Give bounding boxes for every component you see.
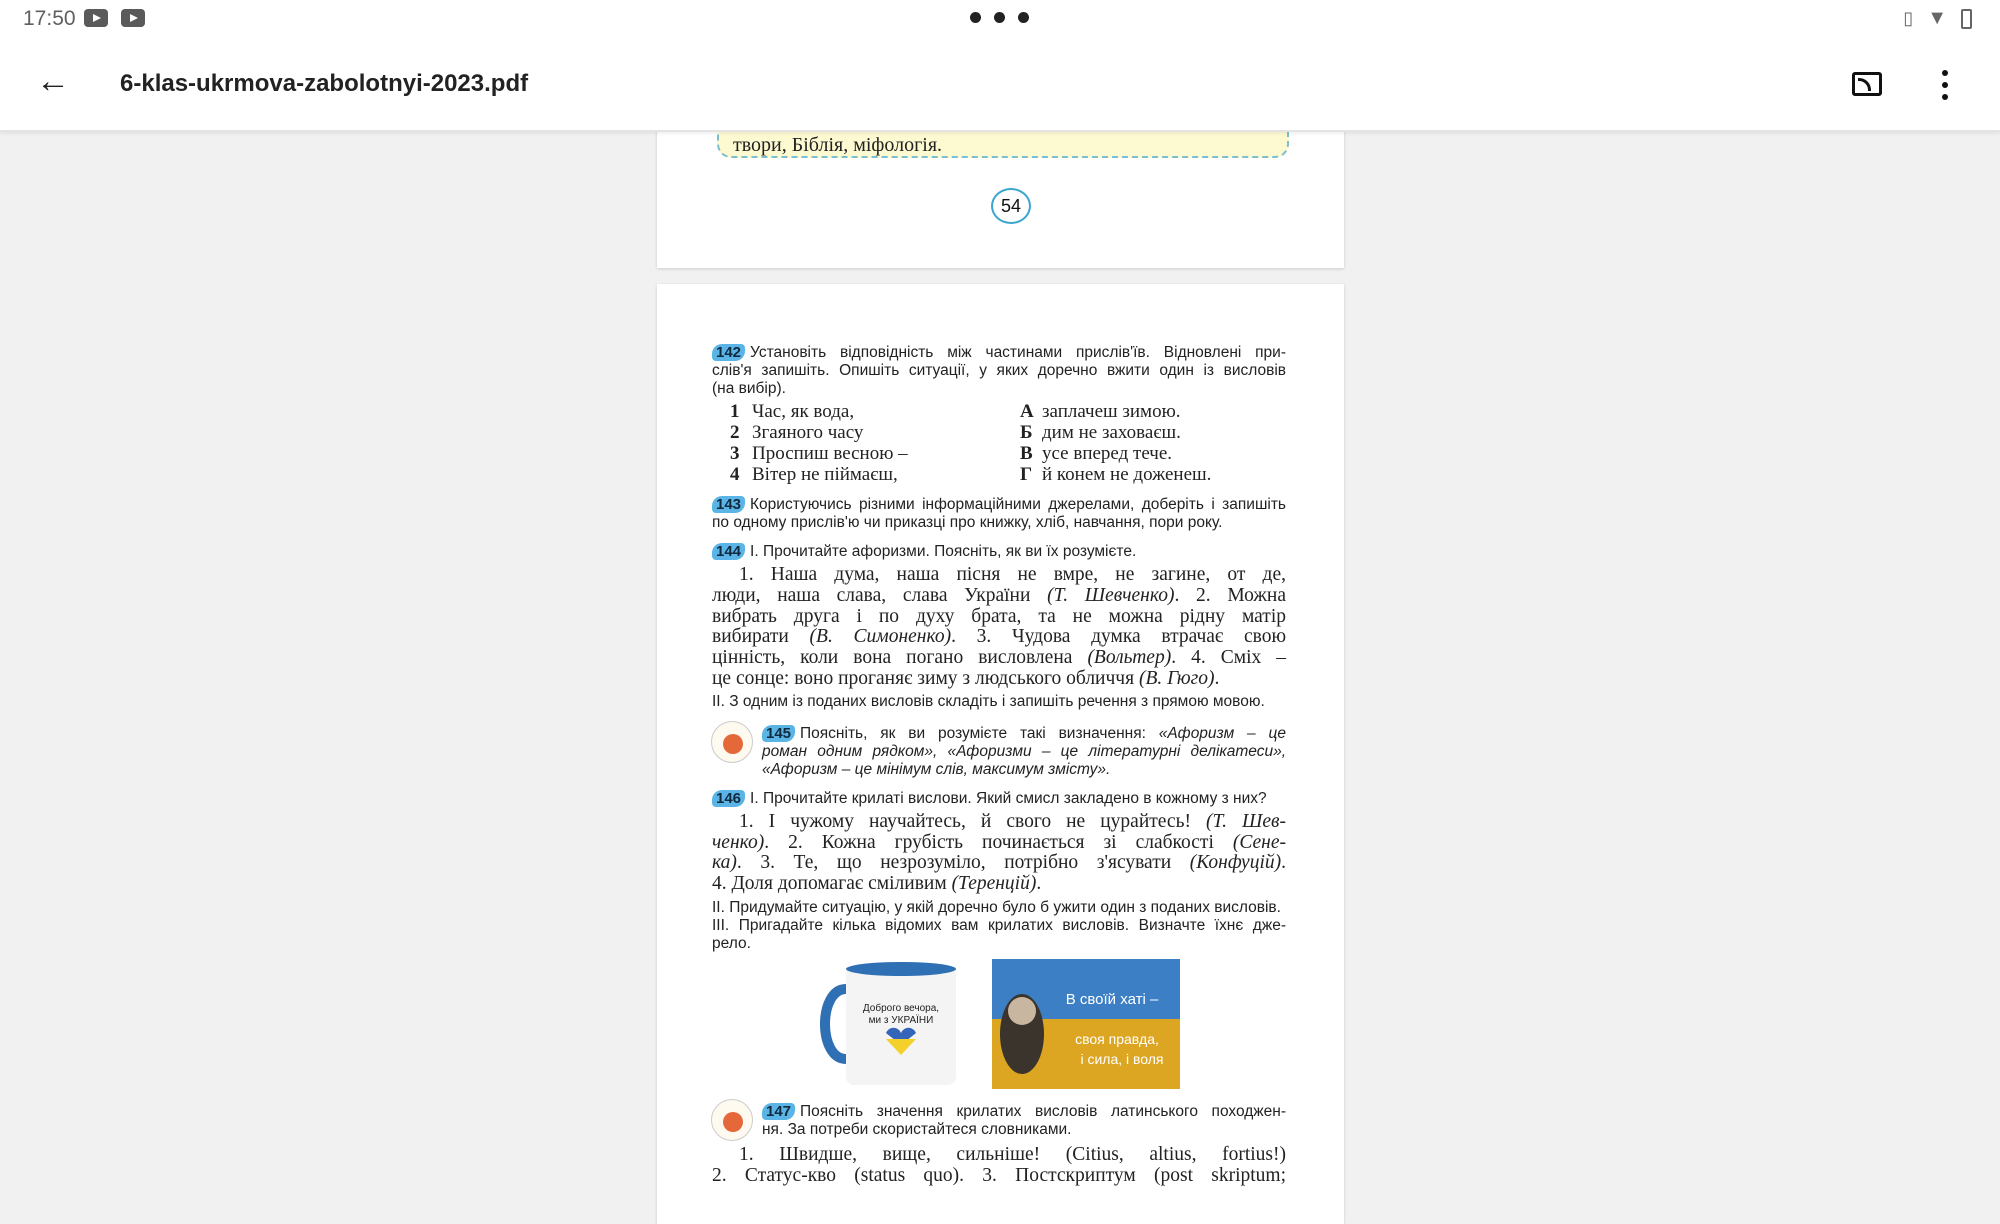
exercise-number: 143 (712, 496, 745, 513)
match-key: 2 (730, 422, 740, 443)
text-segment: Поясніть, як ви розумієте такі визначення: (800, 724, 1159, 742)
exercise-147 (712, 1103, 1286, 1139)
author-name: (Сене- (1232, 831, 1286, 853)
author-name: роман одним рядком», «Афоризми – це літературні делікатеси», (762, 742, 1286, 760)
sayings-text (712, 812, 1286, 895)
text-segment: люди, наша слава, слава України (712, 584, 1048, 606)
match-text: Згаяного часу (752, 422, 864, 443)
text-segment: . 2. Можна (1174, 584, 1286, 606)
match-item (730, 422, 1020, 443)
text-segment: 1. І чужому научайтесь, й свого не цурайтесь! (739, 810, 1207, 832)
mural-text: В своїй хаті – (1065, 990, 1159, 1008)
latin-sayings-text: 1. Швидше, вище, сильніше! (Citius, altius, fortius!) (739, 1143, 1286, 1165)
mural-text: і сила, і воля (1080, 1050, 1164, 1067)
text-segment: . 3. Чудова думка втрачає свою (951, 626, 1287, 648)
text-segment: цінність, коли вона погано висловлена (712, 647, 1088, 669)
task-text: рело. (712, 934, 751, 952)
youtube-icon (84, 9, 108, 27)
match-item (1020, 401, 1300, 422)
vibrate-icon: ▯ (1903, 8, 1914, 28)
match-item (1020, 422, 1300, 443)
text-segment: це сонце: воно проганяє зиму з людського обличчя (712, 667, 1139, 689)
match-item (1020, 464, 1300, 485)
document-title: 6-klas-ukrmova-zabolotnyi-2023.pdf (120, 70, 529, 97)
match-text: Час, як вода, (752, 401, 855, 422)
match-key: 3 (730, 443, 740, 464)
cast-icon[interactable] (1852, 72, 1882, 96)
mug-image (816, 959, 961, 1087)
author-name: (Вольтер) (1087, 647, 1172, 669)
task-text: ня. За потреби скористайтеся словниками. (762, 1120, 1072, 1138)
exercise-146 (712, 790, 1286, 1099)
text-segment: . (1214, 667, 1220, 689)
mug-text: Доброго вечора, (862, 1002, 940, 1014)
task-text: Користуючись різними інформаційними джерелами, доберіть і запишіть (750, 496, 1286, 513)
text-segment: вибирати (712, 626, 810, 648)
mural-photo (992, 959, 1180, 1089)
exercise-145 (712, 725, 1286, 779)
match-text: усе вперед тече. (1042, 443, 1173, 464)
author-name: (В. Гюго) (1138, 667, 1215, 689)
text-segment: 1. Наша дума, наша пісня не вмре, не загине, от де, (739, 564, 1286, 585)
match-key: Б (1020, 422, 1033, 443)
clock: 17:50 (23, 7, 76, 30)
match-text: й конем не доженеш. (1042, 464, 1212, 485)
pdf-page-55 (657, 284, 1344, 1224)
match-text: Вітер не піймаєш, (752, 464, 898, 485)
page-number: 54 (991, 188, 1031, 224)
text-segment: 4. Доля допомагає сміливим (712, 873, 952, 895)
task-text: ІІ. Придумайте ситуацію, у якій доречно було б ужити один з поданих висловів. (712, 898, 1281, 916)
author-name: ченко) (712, 831, 765, 853)
author-name: (Конфуцій) (1189, 852, 1282, 874)
exercise-144 (712, 543, 1286, 711)
author-name: «Афоризм – це мінімум слів, максимум змісту». (762, 760, 1111, 778)
match-item (1020, 443, 1300, 464)
task-text: ІІ. З одним із поданих висловів складіть і запишіть речення з прямою мовою. (712, 692, 1265, 710)
exercise-number: 142 (712, 344, 745, 361)
match-key: Г (1020, 464, 1033, 485)
task-text: Установіть відповідність між частинами прислів'їв. Відновлені при- (750, 344, 1286, 361)
match-item (730, 443, 1020, 464)
author-name: (В. Симоненко) (809, 626, 952, 648)
task-text: Поясніть значення крилатих висловів латинського походжен- (800, 1102, 1286, 1120)
more-vert-icon[interactable] (1938, 70, 1952, 100)
task-text: по одному прислів'ю чи приказці про книжку, хліб, навчання, пори року. (712, 514, 1223, 531)
task-text: слів'я запишіть. Опишіть ситуації, у яких доречно вжити один із висловів (712, 362, 1286, 379)
youtube-icon (121, 9, 145, 27)
latin-sayings-text: 2. Статус-кво (status quo). 3. Постскриптум (post skriptum; (712, 1164, 1286, 1186)
task-text: (на вибір). (712, 380, 786, 397)
arrow-left-icon[interactable]: ← (36, 62, 70, 100)
author-name: (Т. Шев- (1206, 810, 1286, 832)
match-item (730, 401, 1020, 422)
mug-text: ми з УКРАЇНИ (868, 1014, 934, 1026)
match-key: 1 (730, 401, 740, 422)
apple-icon (711, 721, 753, 763)
note-box: твори, Біблія, міфологія. (717, 100, 1289, 158)
aphorisms-text (712, 565, 1286, 690)
task-text: І. Прочитайте крилаті вислови. Який смисл закладено в кожному з них? (750, 789, 1267, 807)
apple-icon (711, 1099, 753, 1141)
match-key: В (1020, 443, 1033, 464)
author-name: «Афоризм – це (1158, 724, 1286, 742)
match-key: А (1020, 401, 1034, 422)
match-text: дим не заховаєш. (1042, 422, 1181, 443)
text-segment: . (1281, 852, 1286, 874)
author-name: (Теренцій) (951, 873, 1037, 895)
multitask-dots-icon[interactable] (970, 12, 1029, 23)
text-segment: . 2. Кожна грубість починається зі слабкості (764, 831, 1233, 853)
exercise-142 (712, 344, 1286, 485)
match-text: заплачеш зимою. (1042, 401, 1181, 422)
author-name: (Т. Шевченко) (1047, 584, 1175, 606)
text-segment: . 4. Сміх – (1171, 647, 1287, 669)
mural-text: своя правда, (1075, 1030, 1159, 1047)
match-key: 4 (730, 464, 740, 485)
page-content (712, 344, 1286, 1187)
status-bar (0, 0, 2000, 40)
matching-table (712, 401, 1286, 485)
exercise-number: 145 (762, 725, 795, 742)
app-bar (0, 40, 2000, 132)
exercise-number: 146 (712, 790, 745, 807)
text-segment: . 3. Те, що незрозуміло, потрібно з'ясувати (736, 852, 1190, 874)
exercise-143 (712, 496, 1286, 532)
wifi-icon: ▼ (1927, 7, 1947, 29)
text-segment: вибрать друга і по духу брата, та не можна рідну матір (712, 605, 1286, 627)
author-name: ка) (712, 852, 737, 874)
battery-icon (1961, 9, 1972, 29)
match-item (730, 464, 1020, 485)
task-text: ІІІ. Пригадайте кілька відомих вам крилатих висловів. Визначте їхнє дже- (712, 916, 1286, 934)
text-segment: . (1036, 873, 1042, 895)
task-text: І. Прочитайте афоризми. Поясніть, як ви їх розумієте. (750, 543, 1137, 560)
exercise-number: 147 (762, 1103, 795, 1120)
exercise-number: 144 (712, 543, 745, 560)
match-text: Проспиш весною – (752, 443, 908, 464)
